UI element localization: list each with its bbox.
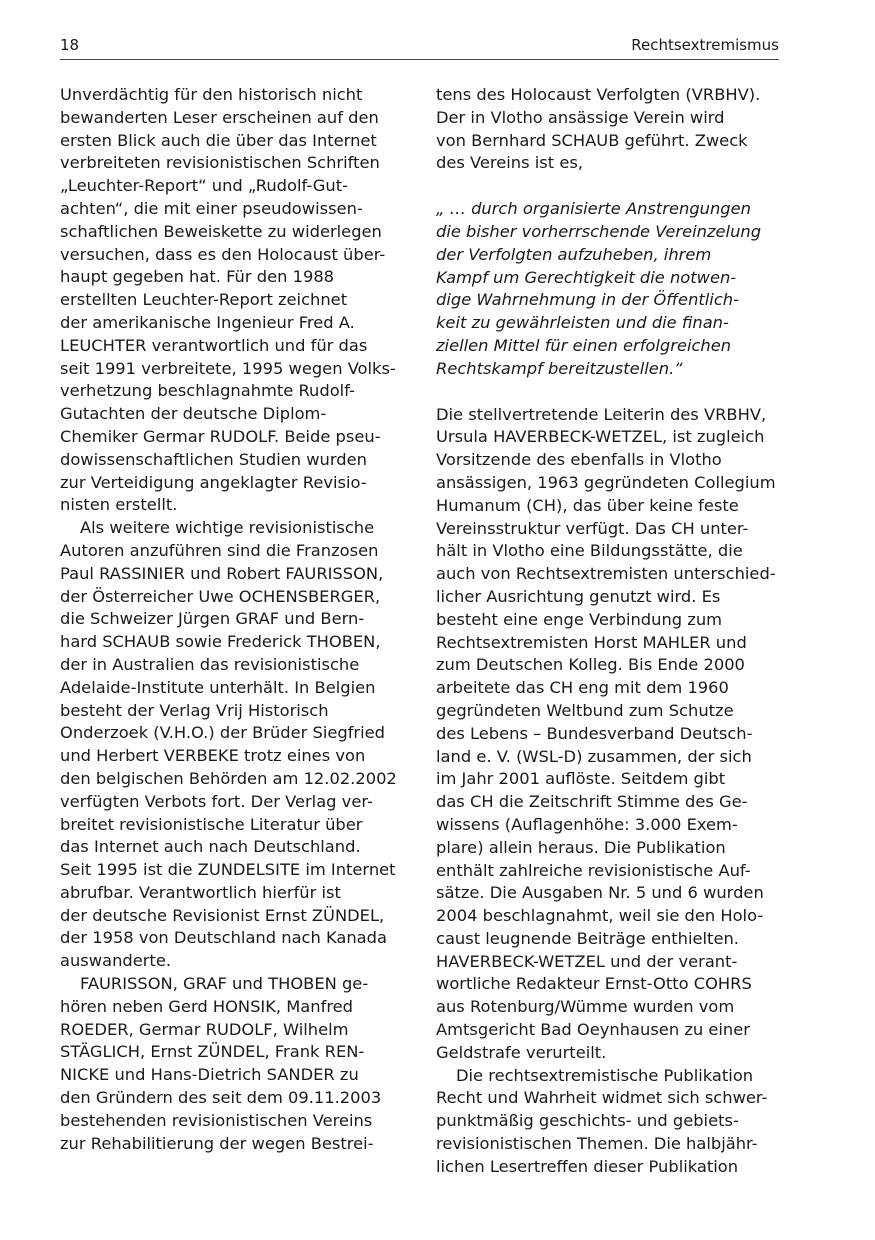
text-line: Rechtsextremisten Horst MAHLER und: [436, 632, 747, 652]
text-line: besteht der Verlag Vrij Historisch: [60, 700, 329, 720]
text-line: Recht und Wahrheit widmet sich schwer-: [436, 1088, 768, 1108]
header-rule: [60, 59, 779, 60]
text-line: FAURISSON, GRAF und THOBEN ge-: [80, 974, 369, 994]
text-line: verfügten Verbots fort. Der Verlag ver-: [60, 791, 373, 811]
text-line: der deutsche Revisionist Ernst ZÜNDEL,: [60, 905, 385, 925]
text-line: das CH die Zeitschrift Stimme des Ge-: [436, 792, 748, 812]
text-line: achten“, die mit einer pseudowissen-: [60, 198, 363, 218]
text-line: Gutachten der deutsche Diplom-: [60, 404, 327, 424]
text-line: seit 1991 verbreitete, 1995 wegen Volks-: [60, 358, 396, 378]
text-line: punktmäßig geschichts- und gebiets-: [436, 1111, 739, 1131]
text-line: schaftlichen Beweiskette zu widerlegen: [60, 221, 382, 241]
text-line: ROEDER, Germar RUDOLF, Wilhelm: [60, 1019, 349, 1039]
text-line: Paul RASSINIER und Robert FAURISSON,: [60, 563, 384, 583]
text-line: HAVERBECK-WETZEL und der verant-: [436, 951, 738, 971]
text-line: Ursula HAVERBECK-WETZEL, ist zugleich: [436, 427, 765, 447]
text-line: bestehenden revisionistischen Vereins: [60, 1110, 373, 1130]
text-line: Der in Vlotho ansässige Verein wird: [436, 107, 725, 127]
text-line: die Schweizer Jürgen GRAF und Bern-: [60, 609, 365, 629]
text-line: Amtsgericht Bad Oeynhausen zu einer: [436, 1020, 750, 1040]
text-line: von Bernhard SCHAUB geführt. Zweck: [436, 130, 748, 150]
text-line: abrufbar. Verantwortlich hierfür ist: [60, 882, 341, 902]
text-line: LEUCHTER verantwortlich und für das: [60, 335, 368, 355]
page-number: 18: [60, 36, 80, 54]
text-line: Adelaide-Institute unterhält. In Belgien: [60, 677, 376, 697]
text-line: ersten Blick auch die über das Internet: [60, 130, 377, 150]
text-line: Als weitere wichtige revisionistische: [80, 518, 375, 538]
text-line: Geldstrafe verurteilt.: [436, 1042, 607, 1062]
text-line: licher Ausrichtung genutzt wird. Es: [436, 586, 721, 606]
text-line: dige Wahrnehmung in der Öffentlich-: [436, 290, 739, 310]
text-line: breitet revisionistische Literatur über: [60, 814, 363, 834]
text-line: der Österreicher Uwe OCHENSBERGER,: [60, 586, 381, 606]
text-line: im Jahr 2001 auflöste. Seitdem gibt: [436, 769, 726, 789]
text-line: auch von Rechtsextremisten unterschied-: [436, 564, 776, 584]
text-line: verbreiteten revisionistischen Schriften: [60, 153, 380, 173]
text-line: der amerikanische Ingenieur Fred A.: [60, 312, 355, 332]
running-title: Rechtsextremismus: [631, 36, 779, 54]
text-line: Seit 1995 ist die ZUNDELSITE im Internet: [60, 860, 396, 880]
text-line: revisionistischen Themen. Die halbjähr-: [436, 1134, 758, 1154]
text-line: ansässigen, 1963 gegründeten Collegium: [436, 472, 776, 492]
text-line: bewanderten Leser erscheinen auf den: [60, 107, 379, 127]
text-line: zur Verteidigung angeklagter Revisio-: [60, 472, 367, 492]
text-line: „ … durch organisierte Anstrengungen: [436, 199, 751, 219]
text-line: den Gründern des seit dem 09.11.2003: [60, 1088, 382, 1108]
text-line: und Herbert VERBEKE trotz eines von: [60, 746, 366, 766]
text-line: Autoren anzuführen sind die Franzosen: [60, 540, 379, 560]
text-line: arbeitete das CH eng mit dem 1960: [436, 678, 729, 698]
text-line: Vorsitzende des ebenfalls in Vlotho: [436, 450, 722, 470]
right-text-column: [436, 84, 779, 1179]
text-line: die bisher vorherrschende Vereinzelung: [436, 221, 762, 241]
text-line: tens des Holocaust Verfolgten (VRBHV).: [436, 85, 761, 104]
left-text-column: [60, 84, 402, 1155]
text-line: caust leugnende Beiträge enthielten.: [436, 928, 739, 948]
text-line: auswanderte.: [60, 951, 172, 971]
text-line: ziellen Mittel für einen erfolgreichen: [436, 335, 732, 355]
text-line: der 1958 von Deutschland nach Kanada: [60, 928, 387, 948]
text-line: Onderzoek (V.H.O.) der Brüder Siegfried: [60, 723, 385, 743]
text-line: des Vereins ist es,: [436, 153, 583, 173]
text-line: [436, 381, 779, 404]
text-line: hören neben Gerd HONSIK, Manfred: [60, 996, 354, 1016]
text-line: Kampf um Gerechtigkeit die notwen-: [436, 267, 737, 287]
text-line: Chemiker Germar RUDOLF. Beide pseu-: [60, 426, 381, 446]
text-line: enthält zahlreiche revisionistische Auf-: [436, 860, 751, 880]
text-line: lichen Lesertreffen dieser Publikation: [436, 1156, 739, 1176]
text-line: plare) allein heraus. Die Publikation: [436, 837, 726, 857]
text-line: STÄGLICH, Ernst ZÜNDEL, Frank REN-: [60, 1042, 365, 1062]
text-line: Vereinsstruktur verfügt. Das CH unter-: [436, 518, 749, 538]
text-line: zum Deutschen Kolleg. Bis Ende 2000: [436, 655, 745, 675]
text-line: versuchen, dass es den Holocaust über-: [60, 244, 386, 264]
text-line: haupt gegeben hat. Für den 1988: [60, 267, 335, 287]
text-line: Die rechtsextremistische Publikation: [456, 1065, 754, 1085]
text-line: NICKE und Hans-Dietrich SANDER zu: [60, 1065, 359, 1085]
text-line: 2004 beschlagnahmt, weil sie den Holo-: [436, 906, 764, 926]
text-line: gegründeten Weltbund zum Schutze: [436, 700, 734, 720]
text-line: [436, 175, 779, 198]
text-line: der Verfolgten aufzuheben, ihrem: [436, 244, 712, 264]
text-line: aus Rotenburg/Wümme wurden vom: [436, 997, 735, 1017]
text-line: sätze. Die Ausgaben Nr. 5 und 6 wurden: [436, 883, 764, 903]
text-line: keit zu gewährleisten und die finan-: [436, 313, 729, 333]
text-line: nisten erstellt.: [60, 495, 178, 515]
text-line: hard SCHAUB sowie Frederick THOBEN,: [60, 632, 381, 652]
text-line: Unverdächtig für den historisch nicht: [60, 85, 363, 104]
text-line: dowissenschaftlichen Studien wurden: [60, 449, 367, 469]
text-line: zur Rehabilitierung der wegen Bestrei-: [60, 1133, 374, 1153]
text-line: land e. V. (WSL-D) zusammen, der sich: [436, 746, 752, 766]
text-line: wortliche Redakteur Ernst-Otto COHRS: [436, 974, 752, 994]
text-line: wissens (Auflagenhöhe: 3.000 Exem-: [436, 814, 738, 834]
text-line: des Lebens – Bundesverband Deutsch-: [436, 723, 753, 743]
text-line: erstellten Leuchter-Report zeichnet: [60, 290, 348, 310]
text-line: „Leuchter-Report“ und „Rudolf-Gut-: [60, 176, 348, 196]
text-line: besteht eine enge Verbindung zum: [436, 609, 722, 629]
text-line: der in Australien das revisionistische: [60, 654, 360, 674]
text-line: hält in Vlotho eine Bildungsstätte, die: [436, 541, 743, 561]
text-line: den belgischen Behörden am 12.02.2002: [60, 768, 397, 788]
text-line: das Internet auch nach Deutschland.: [60, 837, 361, 857]
text-line: Rechtskampf bereitzustellen.“: [436, 358, 683, 378]
text-line: Die stellvertretende Leiterin des VRBHV,: [436, 404, 767, 424]
text-line: verhetzung beschlagnahmte Rudolf-: [60, 381, 355, 401]
text-line: Humanum (CH), das über keine feste: [436, 495, 739, 515]
